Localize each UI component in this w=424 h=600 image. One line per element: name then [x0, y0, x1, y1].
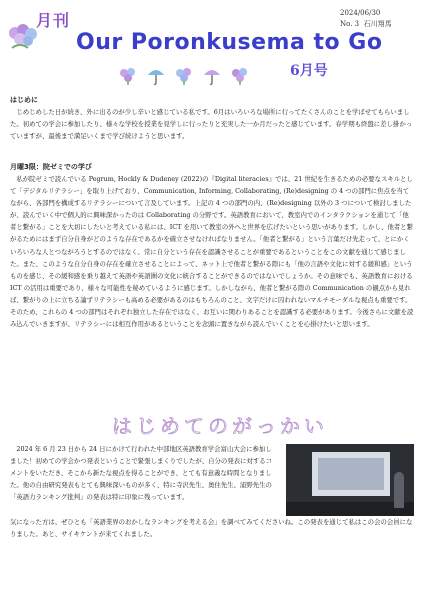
conference-photo — [286, 444, 414, 516]
umbrella-icon — [146, 66, 166, 86]
author-name: 石川翔馬 — [363, 20, 392, 28]
seminar-body: 私が院ゼミで読んでいる Pegrum, Hockly & Dudeney (2022)の『Digital literacies』では、21 世紀を生きるための必要なスキルとして「デジタルリテラシー」を取り上げており、Communication, Informing, Collaborating, (Re)designing の 4 つの部門に焦点を当てながら、各部門を構成するリテラシーについて言及しています。上記の 4 つの部門の内、(Re)designing 以外の 3 つについて検討しましたが、読んでいく中で個人的に興味深かったのは Collaborating の分野です。英語教育において、教室内でのインタラクションを通じて「他者と繋がる」ことを大切にしたいと考えている私には、ICT を用いて教室の外へと世界を広げたいという思いがあります。しかし、他者と繋がるためにはまず自分自身がどのような存在であるかを確立させなければなりません。「他者と繋がる」という言葉だけ先走って、とにかくいろいろな人とつながろうとするのではなく、常に自分という存在を認識させることが重要であるということをこの文献を通じて感じました。また、このような自分自身の存在を確立させることによって、ネット上で他者と繋がる際にも「他の言語や文化に対する緩和感」というものを感じ、その緩和感を乗り越えて英語や英語圏の文化に統合することができるのではないでしょうか。その意味でも、英語教育における ICT の活用は重要であり、様々な可能性を秘めているように感じます。しかしながら、他者と繋がる際の Communication の観点から見れば、繋がりの上に立ちる論ずリテラシーも高める必要があるのはもちろんのこと、文字だけに囚われないマルチモーダルな視点も重要です。そのため、これらの 4 つの部門はそれぞれ独立した存在ではなく、お互いに関わりあることを認識する必要があります。今後さらに文献を読み込んでいきますが、リテラシーには相互作用があるということを念頭に置きながら読んでいくことを心掛けたいと思います。 — [10, 175, 414, 329]
intro-body: じめじめした日が続き、外に出るのが少し辛いと感じている私です。6月はいろいろな場所に行ってたくさんのことを学ばせてもらいました。初めての学会に参加したり、様々な学校を授業を見学しに行ったりと充実した一か月だったと感じています。春学期も終盤に差し掛かっていますが、最後まで満足いくまで学び続けようと思います。 — [10, 108, 413, 141]
hydrangea-icon — [230, 66, 250, 86]
intro-section — [10, 94, 414, 142]
conference-body: 2024 年 6 月 23 日から 24 日にかけて行われた中部地区英語教育学会富山大会に参加しました！初めての学会かつ発表ということで緊張しまくりでしたが、自分の発表に対するコメントをいただき、そこから新たな視点を得ることができ、とても有意義な時間となりました。他の自由研究発表もとても興味深いものが多く、特に寺沢先生、奥住先生、浦野先生の「英語力ランキング批判」の発表は特に印象に残っています。 — [10, 445, 273, 502]
issue-label: 6月号 — [290, 63, 328, 79]
monthly-label: 月刊 — [36, 11, 71, 30]
seminar-section — [10, 161, 414, 330]
hydrangea-icon — [174, 66, 194, 86]
hydrangea-icon — [118, 66, 138, 86]
newsletter-title: Our Poronkusema to Go — [76, 30, 383, 55]
issue-meta — [340, 8, 392, 30]
conference-tail: 気になった方は、ぜひとも「英語業界のおかしなランキングを考える会」を調べてみてくださいね。この発表を通じて私はこの会の会員になりました。あと、サイキケントが来てくれました。 — [10, 518, 413, 539]
presenter-figure — [394, 472, 404, 508]
seminar-heading: 月曜3限：院ゼミでの学び — [10, 163, 92, 171]
issue-date: 2024/06/30 — [340, 9, 381, 17]
intro-heading: はじめに — [10, 96, 38, 104]
conference-title-text: はじめてのがっかい — [112, 414, 328, 438]
conference-section — [10, 443, 275, 503]
issue-number: No. 3 — [340, 20, 360, 28]
conference-title — [112, 410, 328, 439]
newsletter-header — [0, 0, 424, 92]
projector-screen — [312, 452, 390, 496]
hydrangea-icon — [6, 22, 40, 52]
umbrella-icon — [202, 66, 222, 86]
